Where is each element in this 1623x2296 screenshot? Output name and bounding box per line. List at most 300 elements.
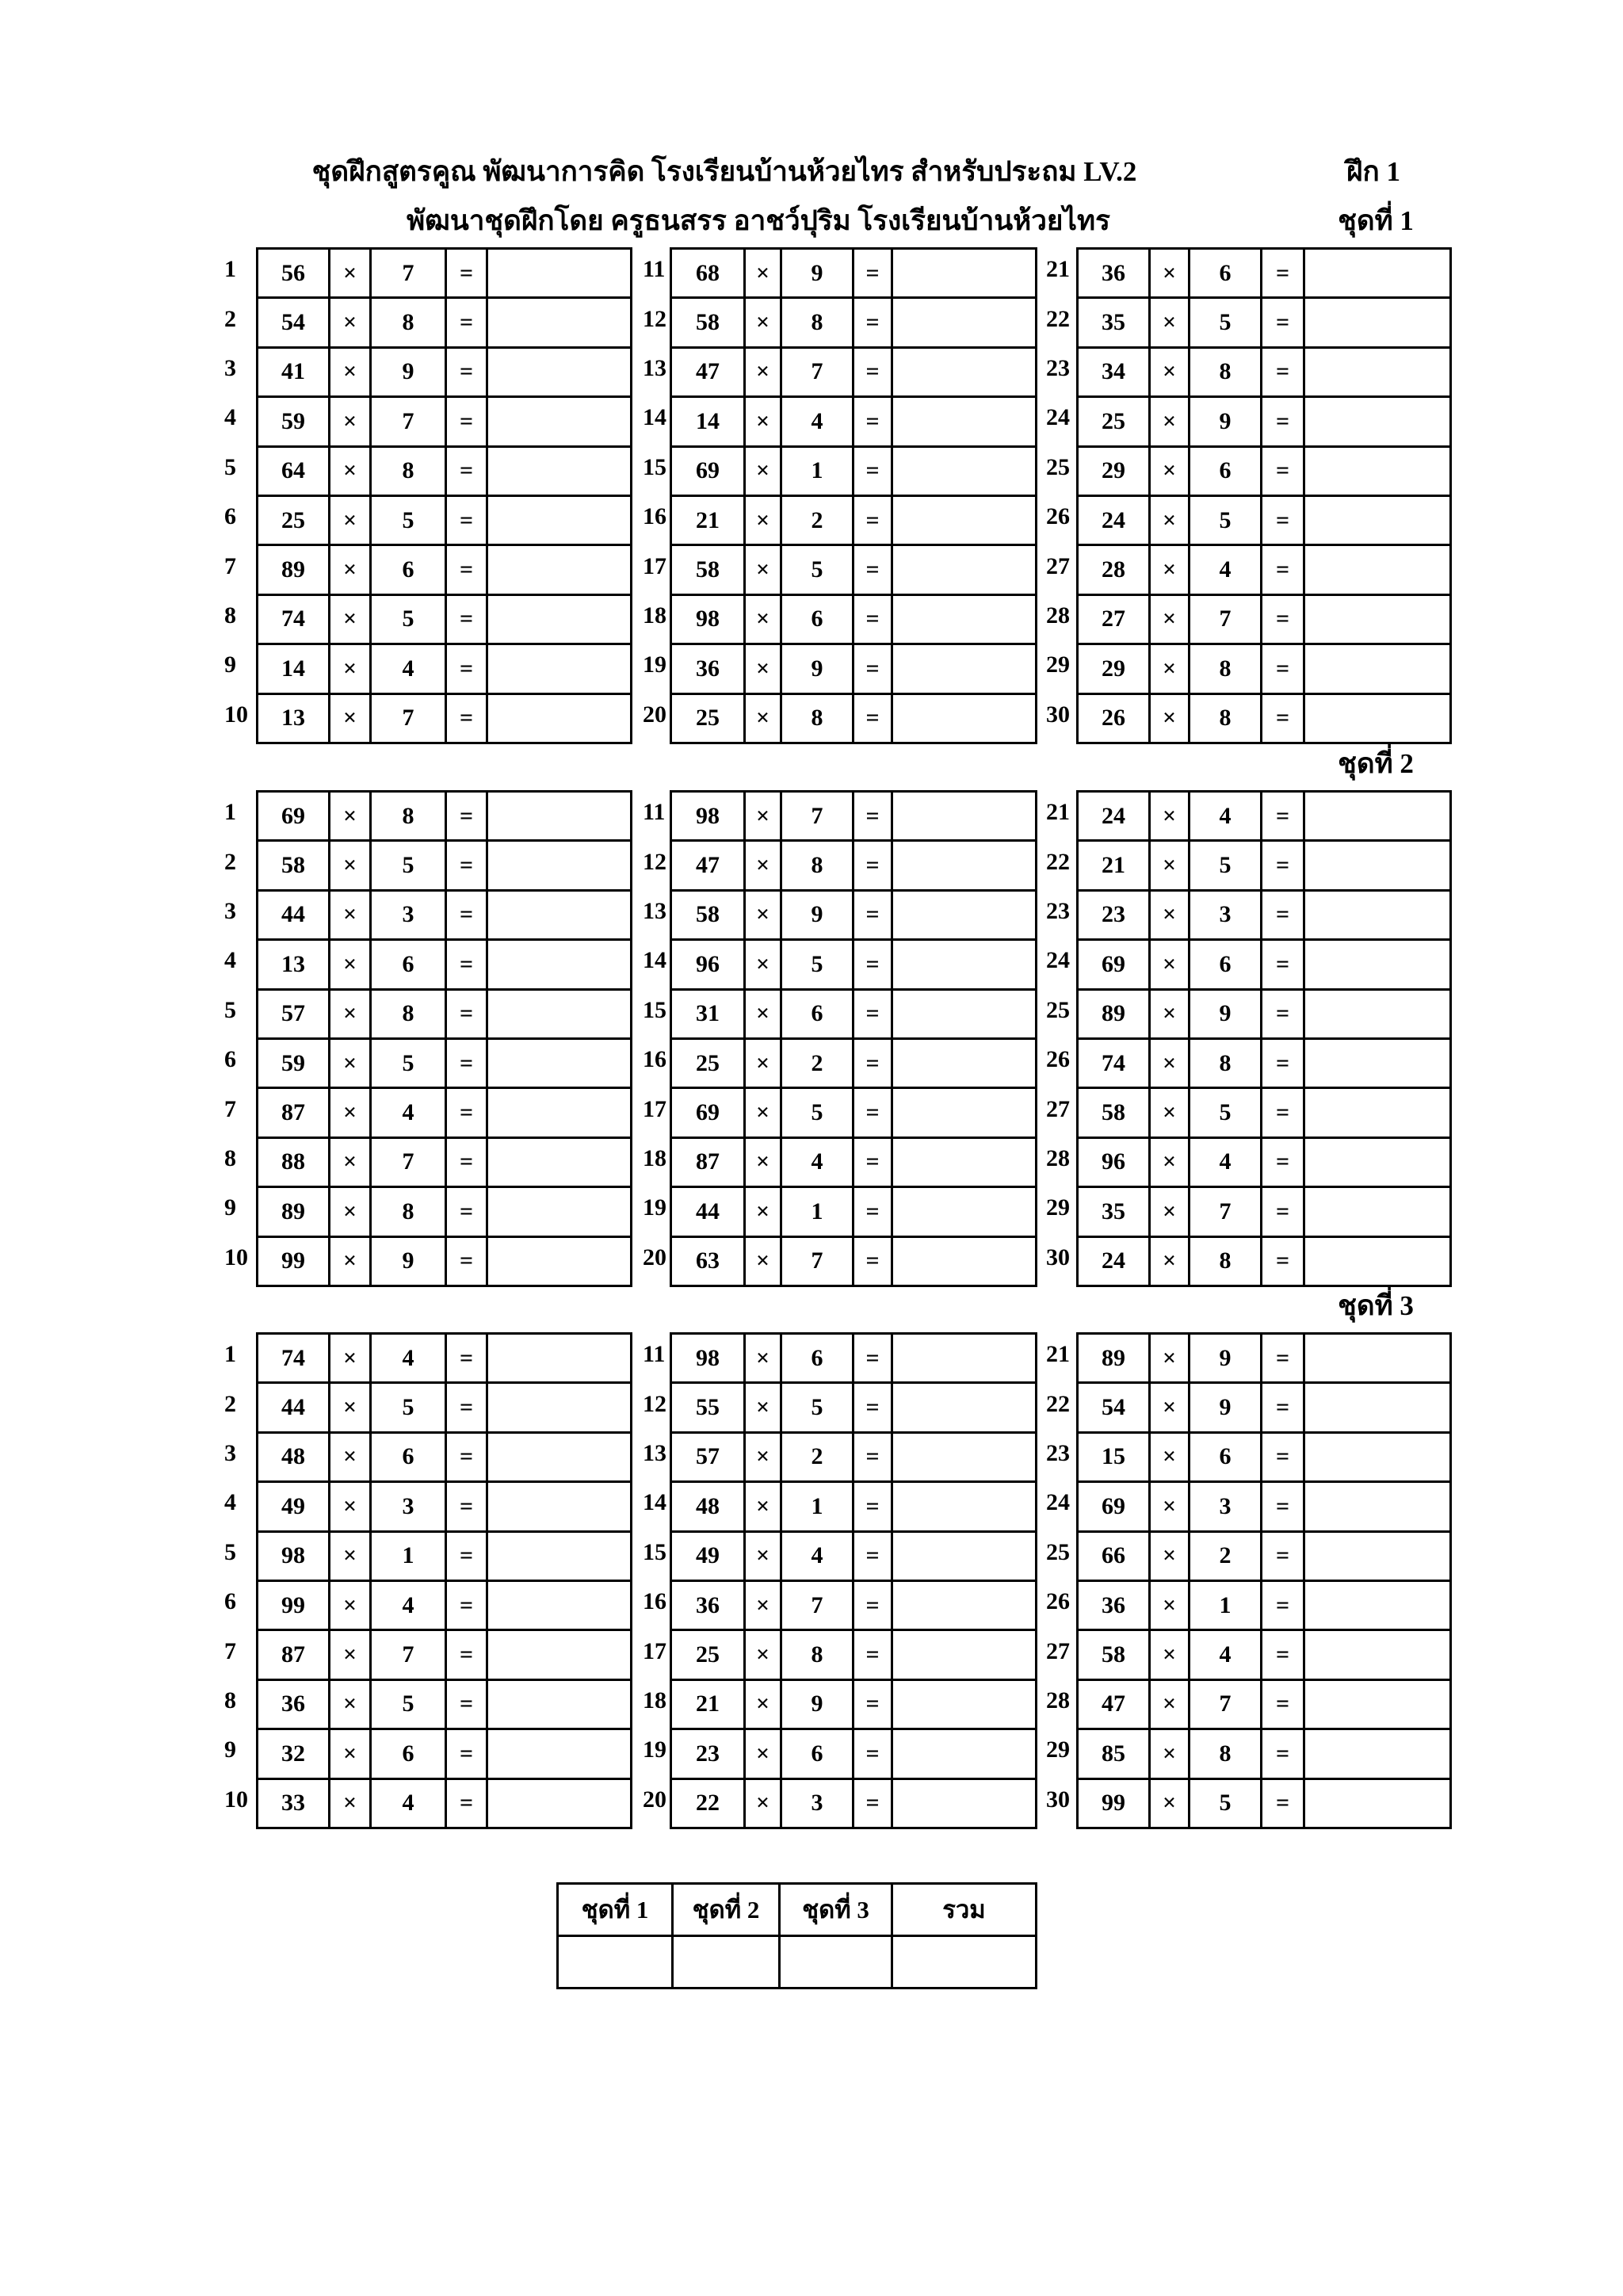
operand-a: 58 bbox=[1078, 1630, 1150, 1679]
equals-sign: = bbox=[1262, 1482, 1304, 1531]
operand-a: 89 bbox=[1078, 989, 1150, 1038]
answer-blank bbox=[1304, 249, 1451, 298]
problem-row bbox=[1078, 1088, 1451, 1137]
answer-blank bbox=[1304, 446, 1451, 495]
equals-sign: = bbox=[854, 1679, 892, 1729]
equals-sign: = bbox=[854, 1432, 892, 1481]
multiply-sign: × bbox=[1150, 446, 1190, 495]
operand-b: 6 bbox=[371, 940, 446, 989]
answer-blank bbox=[487, 1187, 632, 1236]
problem-number: 15 bbox=[643, 453, 666, 480]
operand-b: 9 bbox=[781, 249, 854, 298]
problem-number: 14 bbox=[643, 947, 666, 974]
problem-number: 20 bbox=[643, 701, 666, 728]
equals-sign: = bbox=[1262, 792, 1304, 841]
operand-a: 69 bbox=[258, 792, 330, 841]
problem-number: 13 bbox=[643, 1440, 666, 1466]
answer-blank bbox=[892, 298, 1037, 347]
operand-a: 74 bbox=[258, 1334, 330, 1383]
problem-row bbox=[1078, 792, 1451, 841]
multiply-sign: × bbox=[745, 1088, 781, 1137]
problem-number: 2 bbox=[224, 1390, 236, 1417]
operand-a: 29 bbox=[1078, 644, 1150, 693]
multiply-sign: × bbox=[745, 841, 781, 890]
answer-blank bbox=[487, 594, 632, 644]
equals-sign: = bbox=[446, 1137, 487, 1186]
problem-row bbox=[1078, 940, 1451, 989]
multiply-sign: × bbox=[745, 1630, 781, 1679]
multiply-sign: × bbox=[745, 1038, 781, 1087]
operand-a: 13 bbox=[258, 693, 330, 743]
problem-row bbox=[258, 397, 632, 446]
operand-a: 54 bbox=[258, 298, 330, 347]
problem-row bbox=[671, 347, 1037, 396]
multiply-sign: × bbox=[330, 1137, 371, 1186]
problem-number: 4 bbox=[224, 1489, 236, 1516]
multiply-sign: × bbox=[745, 890, 781, 939]
answer-blank bbox=[1304, 1630, 1451, 1679]
operand-a: 58 bbox=[671, 890, 745, 939]
problem-number: 29 bbox=[1046, 1194, 1070, 1221]
problem-number: 22 bbox=[1046, 305, 1070, 332]
problem-row bbox=[671, 1334, 1037, 1383]
problem-number: 30 bbox=[1046, 1244, 1070, 1270]
operand-b: 5 bbox=[1190, 1778, 1262, 1828]
multiply-sign: × bbox=[330, 693, 371, 743]
problem-row bbox=[671, 1482, 1037, 1531]
answer-blank bbox=[892, 644, 1037, 693]
operand-a: 36 bbox=[671, 644, 745, 693]
problem-number: 2 bbox=[224, 305, 236, 332]
answer-blank bbox=[892, 249, 1037, 298]
equals-sign: = bbox=[446, 1482, 487, 1531]
operand-b: 8 bbox=[371, 989, 446, 1038]
equals-sign: = bbox=[854, 1334, 892, 1383]
equals-sign: = bbox=[446, 1729, 487, 1778]
operand-b: 7 bbox=[1190, 1187, 1262, 1236]
operand-b: 6 bbox=[371, 545, 446, 594]
equals-sign: = bbox=[854, 841, 892, 890]
equals-sign: = bbox=[446, 249, 487, 298]
problem-row bbox=[1078, 1580, 1451, 1629]
problem-number: 6 bbox=[224, 503, 236, 530]
operand-a: 74 bbox=[1078, 1038, 1150, 1087]
operand-b: 8 bbox=[371, 298, 446, 347]
operand-a: 13 bbox=[258, 940, 330, 989]
operand-a: 48 bbox=[671, 1482, 745, 1531]
problem-row bbox=[258, 792, 632, 841]
operand-a: 24 bbox=[1078, 1236, 1150, 1286]
set-2-problem-table-2 bbox=[670, 790, 1037, 1287]
operand-b: 8 bbox=[781, 841, 854, 890]
set-1-problem-table-2 bbox=[670, 247, 1037, 744]
multiply-sign: × bbox=[745, 1334, 781, 1383]
operand-a: 54 bbox=[1078, 1383, 1150, 1432]
operand-a: 24 bbox=[1078, 792, 1150, 841]
multiply-sign: × bbox=[745, 1729, 781, 1778]
problem-row bbox=[258, 347, 632, 396]
problem-number: 17 bbox=[643, 1095, 666, 1122]
equals-sign: = bbox=[854, 1778, 892, 1828]
problem-number: 15 bbox=[643, 996, 666, 1023]
problem-row bbox=[671, 1038, 1037, 1087]
operand-a: 87 bbox=[671, 1137, 745, 1186]
operand-a: 59 bbox=[258, 397, 330, 446]
answer-blank bbox=[1304, 1383, 1451, 1432]
multiply-sign: × bbox=[330, 1383, 371, 1432]
multiply-sign: × bbox=[330, 446, 371, 495]
problem-number: 19 bbox=[643, 651, 666, 678]
operand-b: 6 bbox=[371, 1729, 446, 1778]
score-summary-table bbox=[556, 1882, 1037, 1989]
equals-sign: = bbox=[854, 397, 892, 446]
answer-blank bbox=[892, 1432, 1037, 1481]
equals-sign: = bbox=[446, 841, 487, 890]
equals-sign: = bbox=[854, 1630, 892, 1679]
answer-blank bbox=[487, 545, 632, 594]
operand-b: 1 bbox=[781, 1187, 854, 1236]
operand-b: 5 bbox=[781, 940, 854, 989]
answer-blank bbox=[892, 495, 1037, 544]
problem-row bbox=[258, 545, 632, 594]
operand-a: 25 bbox=[671, 1038, 745, 1087]
problem-row bbox=[671, 1187, 1037, 1236]
multiply-sign: × bbox=[745, 989, 781, 1038]
answer-blank bbox=[892, 1482, 1037, 1531]
operand-b: 3 bbox=[1190, 890, 1262, 939]
page-title: ชุดฝึกสูตรคูณ พัฒนาการคิด โรงเรียนบ้านห้วยไทร สำหรับประถม LV.2 bbox=[311, 156, 1137, 187]
answer-blank bbox=[1304, 644, 1451, 693]
answer-blank bbox=[1304, 1137, 1451, 1186]
operand-a: 49 bbox=[671, 1531, 745, 1580]
summary-header-set-1: ชุดที่ 1 bbox=[558, 1884, 673, 1936]
operand-b: 9 bbox=[1190, 1383, 1262, 1432]
operand-a: 25 bbox=[671, 1630, 745, 1679]
operand-b: 2 bbox=[781, 495, 854, 544]
problem-number: 6 bbox=[224, 1046, 236, 1073]
answer-blank bbox=[1304, 1482, 1451, 1531]
multiply-sign: × bbox=[330, 1580, 371, 1629]
multiply-sign: × bbox=[330, 594, 371, 644]
multiply-sign: × bbox=[1150, 940, 1190, 989]
problem-number: 16 bbox=[643, 503, 666, 530]
answer-blank bbox=[1304, 1038, 1451, 1087]
problem-number: 25 bbox=[1046, 996, 1070, 1023]
problem-row bbox=[1078, 594, 1451, 644]
operand-a: 68 bbox=[671, 249, 745, 298]
operand-b: 5 bbox=[781, 545, 854, 594]
operand-a: 21 bbox=[671, 495, 745, 544]
multiply-sign: × bbox=[745, 1383, 781, 1432]
operand-a: 35 bbox=[1078, 298, 1150, 347]
answer-blank bbox=[487, 249, 632, 298]
set-2-label: ชุดที่ 2 bbox=[1338, 748, 1414, 779]
operand-a: 41 bbox=[258, 347, 330, 396]
operand-a: 27 bbox=[1078, 594, 1150, 644]
multiply-sign: × bbox=[330, 792, 371, 841]
equals-sign: = bbox=[854, 989, 892, 1038]
answer-blank bbox=[892, 1729, 1037, 1778]
equals-sign: = bbox=[854, 644, 892, 693]
answer-blank bbox=[487, 890, 632, 939]
problem-number: 10 bbox=[224, 701, 248, 728]
summary-score-set-1 bbox=[558, 1936, 673, 1988]
operand-a: 87 bbox=[258, 1088, 330, 1137]
problem-row bbox=[671, 495, 1037, 544]
problem-number: 1 bbox=[224, 256, 236, 283]
operand-a: 88 bbox=[258, 1137, 330, 1186]
exercise-label: ฝึก 1 bbox=[1346, 156, 1400, 187]
answer-blank bbox=[487, 841, 632, 890]
operand-a: 58 bbox=[671, 545, 745, 594]
problem-number: 26 bbox=[1046, 1046, 1070, 1073]
problem-number: 8 bbox=[224, 602, 236, 628]
operand-b: 8 bbox=[1190, 1729, 1262, 1778]
equals-sign: = bbox=[854, 792, 892, 841]
operand-a: 14 bbox=[258, 644, 330, 693]
operand-b: 4 bbox=[371, 1334, 446, 1383]
answer-blank bbox=[1304, 298, 1451, 347]
operand-a: 74 bbox=[258, 594, 330, 644]
operand-b: 4 bbox=[1190, 792, 1262, 841]
answer-blank bbox=[1304, 495, 1451, 544]
operand-a: 66 bbox=[1078, 1531, 1150, 1580]
answer-blank bbox=[1304, 1088, 1451, 1137]
operand-a: 98 bbox=[258, 1531, 330, 1580]
equals-sign: = bbox=[1262, 693, 1304, 743]
operand-a: 21 bbox=[1078, 841, 1150, 890]
operand-b: 8 bbox=[781, 693, 854, 743]
operand-a: 34 bbox=[1078, 347, 1150, 396]
equals-sign: = bbox=[446, 1383, 487, 1432]
answer-blank bbox=[892, 792, 1037, 841]
set-1-label: ชุดที่ 1 bbox=[1338, 205, 1414, 236]
answer-blank bbox=[487, 1383, 632, 1432]
operand-b: 7 bbox=[371, 1630, 446, 1679]
multiply-sign: × bbox=[330, 1679, 371, 1729]
problem-row bbox=[671, 1729, 1037, 1778]
problem-number: 7 bbox=[224, 552, 236, 579]
multiply-sign: × bbox=[745, 594, 781, 644]
answer-blank bbox=[487, 1531, 632, 1580]
answer-blank bbox=[892, 989, 1037, 1038]
operand-b: 5 bbox=[371, 495, 446, 544]
equals-sign: = bbox=[1262, 644, 1304, 693]
operand-a: 69 bbox=[671, 446, 745, 495]
answer-blank bbox=[892, 545, 1037, 594]
operand-b: 4 bbox=[371, 644, 446, 693]
problem-number: 11 bbox=[643, 1341, 666, 1368]
operand-b: 2 bbox=[1190, 1531, 1262, 1580]
problem-row bbox=[1078, 249, 1451, 298]
operand-b: 2 bbox=[781, 1038, 854, 1087]
answer-blank bbox=[1304, 792, 1451, 841]
operand-b: 8 bbox=[371, 1187, 446, 1236]
multiply-sign: × bbox=[745, 1137, 781, 1186]
problem-row bbox=[258, 298, 632, 347]
operand-b: 4 bbox=[371, 1778, 446, 1828]
problem-row bbox=[1078, 1778, 1451, 1828]
problem-row bbox=[1078, 1679, 1451, 1729]
operand-b: 8 bbox=[371, 792, 446, 841]
problem-number: 29 bbox=[1046, 651, 1070, 678]
problem-number: 1 bbox=[224, 1341, 236, 1368]
multiply-sign: × bbox=[1150, 1038, 1190, 1087]
equals-sign: = bbox=[854, 890, 892, 939]
operand-b: 8 bbox=[1190, 1236, 1262, 1286]
answer-blank bbox=[487, 1137, 632, 1186]
operand-a: 47 bbox=[671, 841, 745, 890]
operand-a: 32 bbox=[258, 1729, 330, 1778]
problem-number: 18 bbox=[643, 1687, 666, 1713]
problem-number: 7 bbox=[224, 1637, 236, 1664]
problem-row bbox=[258, 841, 632, 890]
problem-row bbox=[671, 989, 1037, 1038]
answer-blank bbox=[892, 1778, 1037, 1828]
problem-row bbox=[1078, 1038, 1451, 1087]
problem-row bbox=[258, 644, 632, 693]
operand-b: 2 bbox=[781, 1432, 854, 1481]
multiply-sign: × bbox=[1150, 644, 1190, 693]
problem-row bbox=[671, 1630, 1037, 1679]
equals-sign: = bbox=[1262, 545, 1304, 594]
multiply-sign: × bbox=[1150, 792, 1190, 841]
problem-row bbox=[1078, 347, 1451, 396]
multiply-sign: × bbox=[745, 1236, 781, 1286]
problem-number: 7 bbox=[224, 1095, 236, 1122]
answer-blank bbox=[892, 1580, 1037, 1629]
problem-row bbox=[258, 1187, 632, 1236]
operand-b: 4 bbox=[781, 1137, 854, 1186]
problem-number: 28 bbox=[1046, 602, 1070, 628]
operand-b: 5 bbox=[371, 1679, 446, 1729]
multiply-sign: × bbox=[330, 1729, 371, 1778]
equals-sign: = bbox=[446, 397, 487, 446]
answer-blank bbox=[892, 446, 1037, 495]
summary-header-set-2: ชุดที่ 2 bbox=[673, 1884, 780, 1936]
problem-row bbox=[1078, 1334, 1451, 1383]
operand-a: 35 bbox=[1078, 1187, 1150, 1236]
multiply-sign: × bbox=[745, 1778, 781, 1828]
multiply-sign: × bbox=[1150, 594, 1190, 644]
operand-a: 44 bbox=[258, 1383, 330, 1432]
operand-a: 36 bbox=[671, 1580, 745, 1629]
equals-sign: = bbox=[1262, 1531, 1304, 1580]
answer-blank bbox=[487, 347, 632, 396]
multiply-sign: × bbox=[1150, 841, 1190, 890]
operand-a: 57 bbox=[258, 989, 330, 1038]
problem-row bbox=[258, 1137, 632, 1186]
equals-sign: = bbox=[1262, 594, 1304, 644]
operand-a: 44 bbox=[258, 890, 330, 939]
problem-row bbox=[1078, 1137, 1451, 1186]
equals-sign: = bbox=[854, 1729, 892, 1778]
problem-number: 3 bbox=[224, 898, 236, 924]
problem-row bbox=[671, 792, 1037, 841]
operand-a: 99 bbox=[258, 1236, 330, 1286]
answer-blank bbox=[487, 1088, 632, 1137]
problem-row bbox=[1078, 841, 1451, 890]
equals-sign: = bbox=[446, 644, 487, 693]
problem-row bbox=[1078, 545, 1451, 594]
answer-blank bbox=[892, 397, 1037, 446]
answer-blank bbox=[1304, 890, 1451, 939]
problem-number: 13 bbox=[643, 355, 666, 381]
problem-number: 25 bbox=[1046, 1538, 1070, 1565]
answer-blank bbox=[1304, 397, 1451, 446]
equals-sign: = bbox=[1262, 1679, 1304, 1729]
multiply-sign: × bbox=[330, 1630, 371, 1679]
problem-number: 8 bbox=[224, 1145, 236, 1171]
answer-blank bbox=[892, 1383, 1037, 1432]
operand-a: 29 bbox=[1078, 446, 1150, 495]
equals-sign: = bbox=[446, 1778, 487, 1828]
problem-row bbox=[258, 890, 632, 939]
score-summary-header-row bbox=[558, 1884, 1037, 1936]
problem-number: 22 bbox=[1046, 1390, 1070, 1417]
answer-blank bbox=[487, 792, 632, 841]
answer-blank bbox=[487, 1236, 632, 1286]
equals-sign: = bbox=[1262, 1383, 1304, 1432]
equals-sign: = bbox=[446, 594, 487, 644]
equals-sign: = bbox=[446, 1236, 487, 1286]
set-3-label: ชุดที่ 3 bbox=[1338, 1290, 1414, 1321]
operand-a: 99 bbox=[258, 1580, 330, 1629]
operand-a: 47 bbox=[1078, 1679, 1150, 1729]
answer-blank bbox=[487, 1038, 632, 1087]
multiply-sign: × bbox=[330, 1187, 371, 1236]
problem-number: 20 bbox=[643, 1786, 666, 1813]
operand-b: 4 bbox=[1190, 1137, 1262, 1186]
problem-number: 18 bbox=[643, 1145, 666, 1171]
problem-row bbox=[1078, 298, 1451, 347]
multiply-sign: × bbox=[1150, 1778, 1190, 1828]
equals-sign: = bbox=[854, 446, 892, 495]
problem-number: 12 bbox=[643, 1390, 666, 1417]
problem-row bbox=[1078, 1432, 1451, 1481]
problem-number: 21 bbox=[1046, 256, 1070, 283]
answer-blank bbox=[892, 1236, 1037, 1286]
operand-b: 7 bbox=[1190, 594, 1262, 644]
equals-sign: = bbox=[446, 1187, 487, 1236]
multiply-sign: × bbox=[1150, 347, 1190, 396]
operand-b: 6 bbox=[1190, 940, 1262, 989]
multiply-sign: × bbox=[745, 545, 781, 594]
equals-sign: = bbox=[446, 1531, 487, 1580]
operand-a: 49 bbox=[258, 1482, 330, 1531]
equals-sign: = bbox=[1262, 1729, 1304, 1778]
operand-a: 87 bbox=[258, 1630, 330, 1679]
problem-row bbox=[258, 594, 632, 644]
problem-row bbox=[671, 397, 1037, 446]
operand-a: 96 bbox=[1078, 1137, 1150, 1186]
problem-row bbox=[258, 495, 632, 544]
problem-row bbox=[258, 989, 632, 1038]
operand-a: 59 bbox=[258, 1038, 330, 1087]
operand-b: 9 bbox=[1190, 397, 1262, 446]
operand-b: 5 bbox=[371, 594, 446, 644]
equals-sign: = bbox=[1262, 1137, 1304, 1186]
problem-number: 19 bbox=[643, 1736, 666, 1763]
answer-blank bbox=[487, 495, 632, 544]
multiply-sign: × bbox=[1150, 1088, 1190, 1137]
multiply-sign: × bbox=[1150, 1729, 1190, 1778]
problem-row bbox=[258, 1531, 632, 1580]
problem-row bbox=[1078, 495, 1451, 544]
operand-a: 58 bbox=[671, 298, 745, 347]
multiply-sign: × bbox=[745, 940, 781, 989]
problem-number: 5 bbox=[224, 1538, 236, 1565]
